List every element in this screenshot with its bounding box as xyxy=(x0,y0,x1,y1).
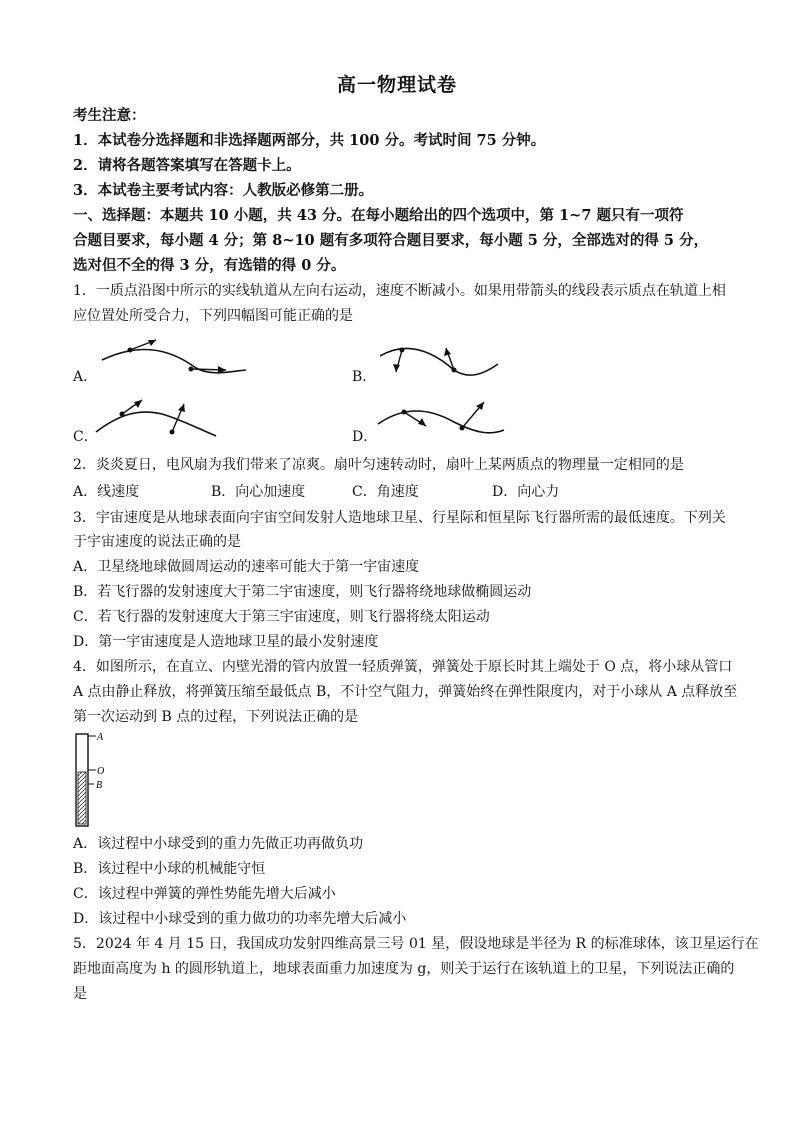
q4-option-c: C．该过程中弹簧的弹性势能先增大后减小 xyxy=(73,886,336,902)
notice-item-1: 1．本试卷分选择题和非选择题两部分，共 100 分。考试时间 75 分钟。 xyxy=(73,132,546,149)
q2-option-b: B．向心加速度 xyxy=(211,484,306,500)
q1-figure-d xyxy=(374,394,509,444)
q3-option-b: B．若飞行器的发射速度大于第二宇宙速度，则飞行器将绕地球做椭圆运动 xyxy=(73,584,532,600)
q1-figure-c xyxy=(92,394,222,444)
q2-option-c: C．角速度 xyxy=(352,484,419,500)
section-1-line-2: 合题目要求，每小题 4 分；第 8~10 题有多项符合题目要求，每小题 5 分，全部选对的得 5 分， xyxy=(73,232,709,249)
q3-option-c: C．若飞行器的发射速度大于第三宇宙速度，则飞行器将绕太阳运动 xyxy=(73,609,490,625)
q2-option-a: A．线速度 xyxy=(73,484,140,500)
q2-stem: 2．炎炎夏日，电风扇为我们带来了凉爽。扇叶匀速转动时，扇叶上某两质点的物理量一定相同的是 xyxy=(73,457,684,473)
q1-stem-line-1: 1．一质点沿图中所示的实线轨道从左向右运动，速度不断减小。如果用带箭头的线段表示质点在轨道上相 xyxy=(73,283,726,299)
q3-option-a: A．卫星绕地球做圆周运动的速率可能大于第一宇宙速度 xyxy=(73,559,420,575)
q4-fig-label-b: B xyxy=(96,780,103,791)
page-title: 高一物理试卷 xyxy=(336,74,457,96)
section-1-line-1: 一、选择题：本题共 10 小题，共 43 分。在每小题给出的四个选项中，第 1~7 题只有一项符 xyxy=(73,207,684,224)
q4-option-a: A．该过程中小球受到的重力先做正功再做负功 xyxy=(73,836,364,852)
q1-option-c-label: C． xyxy=(73,429,98,445)
q1-figure-a xyxy=(96,336,256,386)
q3-stem-line-2: 于宇宙速度的说法正确的是 xyxy=(73,534,241,550)
q4-stem-line-2: A 点由静止释放，将弹簧压缩至最低点 B，不计空气阻力，弹簧始终在弹性限度内，对于小球从 A 点释放至 xyxy=(73,684,738,700)
q4-stem-line-3: 第一次运动到 B 点的过程，下列说法正确的是 xyxy=(73,709,359,725)
q1-option-a-label: A． xyxy=(73,369,98,385)
q4-tube-spring-figure xyxy=(72,730,112,830)
q2-option-d: D．向心力 xyxy=(492,484,560,500)
q4-stem-line-1: 4．如图所示，在直立、内壁光滑的管内放置一轻质弹簧，弹簧处于原长时其上端处于 O 点，将小球从管口 xyxy=(73,659,733,675)
q5-stem-line-2: 距地面高度为 h 的圆形轨道上，地球表面重力加速度为 g，则关于运行在该轨道上的卫星，下列说法正确的 xyxy=(73,961,735,977)
q5-stem-line-3: 是 xyxy=(73,986,87,1002)
q4-option-d: D．该过程中小球受到的重力做功的功率先增大后减小 xyxy=(73,911,407,927)
notice-item-2: 2．请将各题答案填写在答题卡上。 xyxy=(73,157,301,174)
section-1-line-3: 选对但不全的得 3 分，有选错的得 0 分。 xyxy=(73,257,346,274)
q4-fig-label-o: O xyxy=(97,766,105,777)
q3-stem-line-1: 3．宇宙速度是从地球表面向宇宙空间发射人造地球卫星、行星际和恒星际飞行器所需的最低速度。下列关 xyxy=(73,510,726,526)
q4-fig-label-a: A xyxy=(97,732,104,743)
q4-option-b: B．该过程中小球的机械能守恒 xyxy=(73,861,266,877)
q1-option-d-label: D． xyxy=(352,429,378,445)
q5-stem-line-1: 5．2024 年 4 月 15 日，我国成功发射四维高景三号 01 星，假设地球是半径为 R 的标准球体，该卫星运行在 xyxy=(73,936,759,952)
q3-option-d: D．第一宇宙速度是人造地球卫星的最小发射速度 xyxy=(73,634,379,650)
q1-figure-b xyxy=(374,336,504,386)
q1-option-b-label: B． xyxy=(352,369,377,385)
notice-item-3: 3．本试卷主要考试内容：人教版必修第二册。 xyxy=(73,182,374,199)
notice-heading: 考生注意： xyxy=(73,107,146,124)
q1-stem-line-2: 应位置处所受合力，下列四幅图可能正确的是 xyxy=(73,308,353,324)
